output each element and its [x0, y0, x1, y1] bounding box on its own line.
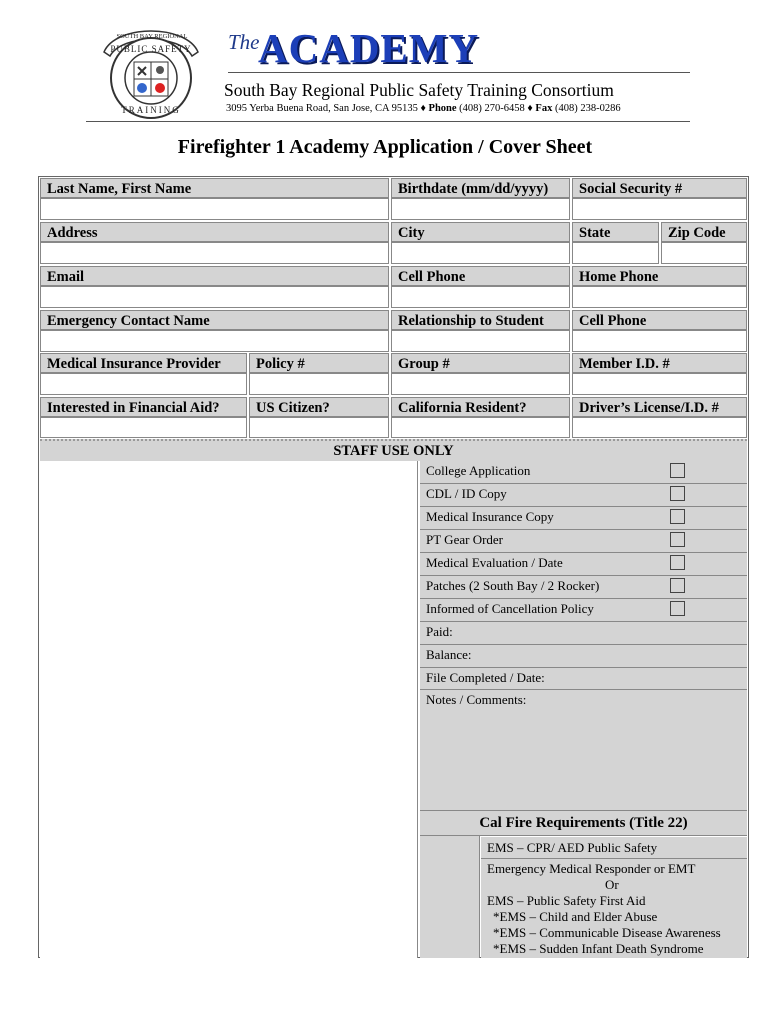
address-field[interactable] — [40, 242, 389, 264]
checkbox-medical-evaluation[interactable] — [670, 555, 685, 570]
calfire-sids: *EMS – Sudden Infant Death Syndrome — [493, 941, 704, 956]
label-us-citizen: US Citizen? — [249, 397, 389, 417]
diamond-icon: ♦ — [527, 103, 533, 114]
calfire-header: Cal Fire Requirements (Title 22) — [420, 810, 747, 836]
cell-phone-field[interactable] — [391, 286, 570, 308]
staff-item-balance[interactable]: Balance: — [420, 645, 747, 668]
city-field[interactable] — [391, 242, 570, 264]
calfire-left-column — [420, 836, 480, 958]
logo-text-mid: PUBLIC SAFETY — [110, 44, 192, 54]
state-field[interactable] — [572, 242, 659, 264]
label-emergency-contact: Emergency Contact Name — [40, 310, 389, 330]
fax-number: (408) 238-0286 — [554, 103, 621, 114]
checkbox-college-application[interactable] — [670, 463, 685, 478]
staff-item: PT Gear Order — [420, 530, 747, 553]
label-california-resident: California Resident? — [391, 397, 570, 417]
checkbox-medical-insurance-copy[interactable] — [670, 509, 685, 524]
email-field[interactable] — [40, 286, 389, 308]
checkbox-pt-gear-order[interactable] — [670, 532, 685, 547]
staff-item: Medical Insurance Copy — [420, 507, 747, 530]
emergency-cell-phone-field[interactable] — [572, 330, 747, 352]
staff-item-file-completed[interactable]: File Completed / Date: — [420, 668, 747, 690]
staff-blank-area — [40, 461, 418, 958]
label-relationship: Relationship to Student — [391, 310, 570, 330]
insurance-provider-field[interactable] — [40, 373, 247, 395]
label-cell-phone: Cell Phone — [391, 266, 570, 286]
us-citizen-field[interactable] — [249, 417, 389, 438]
phone-label: Phone — [428, 103, 457, 114]
logo-the: The — [228, 30, 260, 54]
policy-field[interactable] — [249, 373, 389, 395]
checkbox-cdl-id-copy[interactable] — [670, 486, 685, 501]
label-city: City — [391, 222, 570, 242]
financial-aid-field[interactable] — [40, 417, 247, 438]
label-home-phone: Home Phone — [572, 266, 747, 286]
staff-item: College Application — [420, 461, 747, 484]
member-id-field[interactable] — [572, 373, 747, 395]
label-drivers-license: Driver’s License/I.D. # — [572, 397, 747, 417]
phone-number: (408) 270-6458 — [459, 103, 525, 114]
contact-line — [226, 103, 621, 114]
diamond-icon: ♦ — [420, 103, 426, 114]
last-first-name-field[interactable] — [40, 198, 389, 220]
staff-item: Medical Evaluation / Date — [420, 553, 747, 576]
calfire-row-ems — [481, 859, 747, 958]
calfire-or: Or — [605, 877, 619, 892]
checkbox-cancellation-policy[interactable] — [670, 601, 685, 616]
header-rule-bottom — [86, 121, 690, 122]
calfire-child-elder-abuse: *EMS – Child and Elder Abuse — [493, 909, 658, 924]
logo-text-top: SOUTH BAY REGIONAL — [116, 33, 188, 40]
birthdate-field[interactable] — [391, 198, 570, 220]
group-field[interactable] — [391, 373, 570, 395]
calfire-emr: Emergency Medical Responder or EMT — [487, 861, 696, 876]
label-member-id: Member I.D. # — [572, 353, 747, 373]
page-title: Firefighter 1 Academy Application / Cover Sheet — [177, 136, 593, 158]
logo-academy: ACADEMY — [258, 25, 480, 71]
label-insurance-provider: Medical Insurance Provider — [40, 353, 247, 373]
emergency-contact-field[interactable] — [40, 330, 389, 352]
staff-notes-comments[interactable]: Notes / Comments: — [420, 690, 747, 810]
label-group: Group # — [391, 353, 570, 373]
logo-text-bottom: TRAINING — [121, 105, 181, 115]
calfire-row-cpr: EMS – CPR/ AED Public Safety — [481, 837, 747, 859]
academy-logo-seal — [96, 22, 206, 122]
social-security-field[interactable] — [572, 198, 747, 220]
label-financial-aid: Interested in Financial Aid? — [40, 397, 247, 417]
label-birthdate: Birthdate (mm/dd/yyyy) — [391, 178, 570, 198]
calfire-communicable-disease: *EMS – Communicable Disease Awareness — [493, 925, 721, 940]
label-policy: Policy # — [249, 353, 389, 373]
label-state: State — [572, 222, 659, 242]
home-phone-field[interactable] — [572, 286, 747, 308]
label-emergency-cell-phone: Cell Phone — [572, 310, 747, 330]
staff-item-paid[interactable]: Paid: — [420, 622, 747, 645]
consortium-name: South Bay Regional Public Safety Training Consortium — [224, 80, 614, 100]
relationship-field[interactable] — [391, 330, 570, 352]
label-address: Address — [40, 222, 389, 242]
staff-use-header: STAFF USE ONLY — [40, 439, 747, 461]
header-rule-top — [228, 72, 690, 73]
drivers-license-field[interactable] — [572, 417, 747, 438]
staff-item: Patches (2 South Bay / 2 Rocker) — [420, 576, 747, 599]
staff-item: Informed of Cancellation Policy — [420, 599, 747, 622]
staff-item: CDL / ID Copy — [420, 484, 747, 507]
label-zip-code: Zip Code — [661, 222, 747, 242]
contact-address: 3095 Yerba Buena Road, San Jose, CA 95135 — [226, 103, 418, 114]
zip-code-field[interactable] — [661, 242, 747, 264]
calfire-first-aid: EMS – Public Safety First Aid — [487, 893, 646, 908]
label-email: Email — [40, 266, 389, 286]
label-last-first-name: Last Name, First Name — [40, 178, 389, 198]
label-social-security: Social Security # — [572, 178, 747, 198]
fax-label: Fax — [535, 103, 553, 114]
california-resident-field[interactable] — [391, 417, 570, 438]
checkbox-patches[interactable] — [670, 578, 685, 593]
